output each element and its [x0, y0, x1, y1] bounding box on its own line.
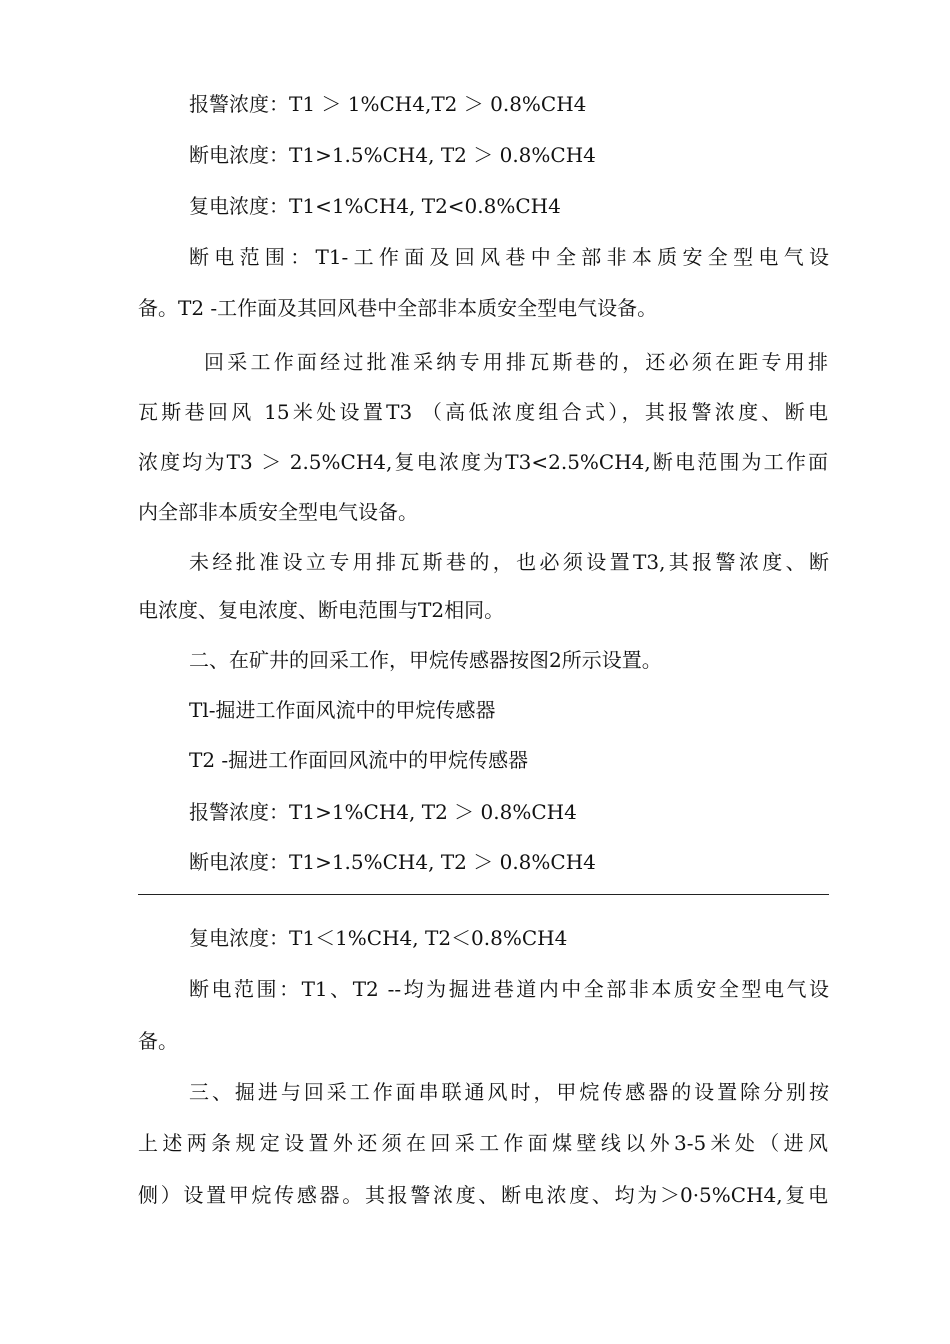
- paragraph-line: T2 -掘进工作面回风流中的甲烷传感器: [189, 748, 529, 772]
- paragraph-line: 备。T2 -工作面及其回风巷中全部非本质安全型电气设备。: [138, 296, 658, 320]
- paragraph-line: 断电浓度：T1>1.5%CH4, T2 ＞ 0.8%CH4: [189, 850, 596, 874]
- paragraph-line: 断电范围：T1、T2 --均为掘进巷道内中全部非本质安全型电气设: [189, 977, 829, 1001]
- paragraph-line: Tl-掘进工作面风流中的甲烷传感器: [189, 698, 496, 722]
- paragraph-line: 未经批准设立专用排瓦斯巷的，也必须设置T3,其报警浓度、断: [189, 550, 829, 574]
- paragraph-line: 回采工作面经过批准采纳专用排瓦斯巷的，还必须在距专用排: [204, 350, 828, 374]
- paragraph-line: 电浓度、复电浓度、断电范围与T2相同。: [138, 598, 505, 622]
- paragraph-line: 复电浓度：T1<1%CH4, T2<0.8%CH4: [189, 194, 561, 218]
- paragraph-line: 内全部非本质安全型电气设备。: [138, 500, 418, 524]
- paragraph-line: 备。: [138, 1029, 178, 1053]
- paragraph-line: 断电浓度：T1>1.5%CH4, T2 ＞ 0.8%CH4: [189, 143, 596, 167]
- paragraph-line: 断电范围：T1-工作面及回风巷中全部非本质安全型电气设: [189, 245, 829, 269]
- paragraph-line: 瓦斯巷回风 15米处设置T3 （高低浓度组合式），其报警浓度、断电: [138, 400, 828, 424]
- paragraph-line: 报警浓度：T1 ＞ 1%CH4,T2 ＞ 0.8%CH4: [189, 92, 587, 116]
- paragraph-line: 二、在矿井的回采工作，甲烷传感器按图2所示设置。: [189, 648, 662, 672]
- page-divider: [138, 894, 829, 895]
- paragraph-line: 上述两条规定设置外还须在回采工作面煤壁线以外3-5米处（进风: [138, 1131, 828, 1155]
- paragraph-line: 报警浓度：T1>1%CH4, T2 ＞ 0.8%CH4: [189, 800, 577, 824]
- paragraph-line: 复电浓度：T1＜1%CH4, T2＜0.8%CH4: [189, 926, 568, 950]
- paragraph-line: 三、掘进与回采工作面串联通风时，甲烷传感器的设置除分别按: [189, 1080, 829, 1104]
- paragraph-line: 浓度均为T3 ＞ 2.5%CH4,复电浓度为T3<2.5%CH4,断电范围为工作面: [138, 450, 828, 474]
- paragraph-line: 侧）设置甲烷传感器。其报警浓度、断电浓度、均为＞0·5%CH4,复电: [138, 1183, 828, 1207]
